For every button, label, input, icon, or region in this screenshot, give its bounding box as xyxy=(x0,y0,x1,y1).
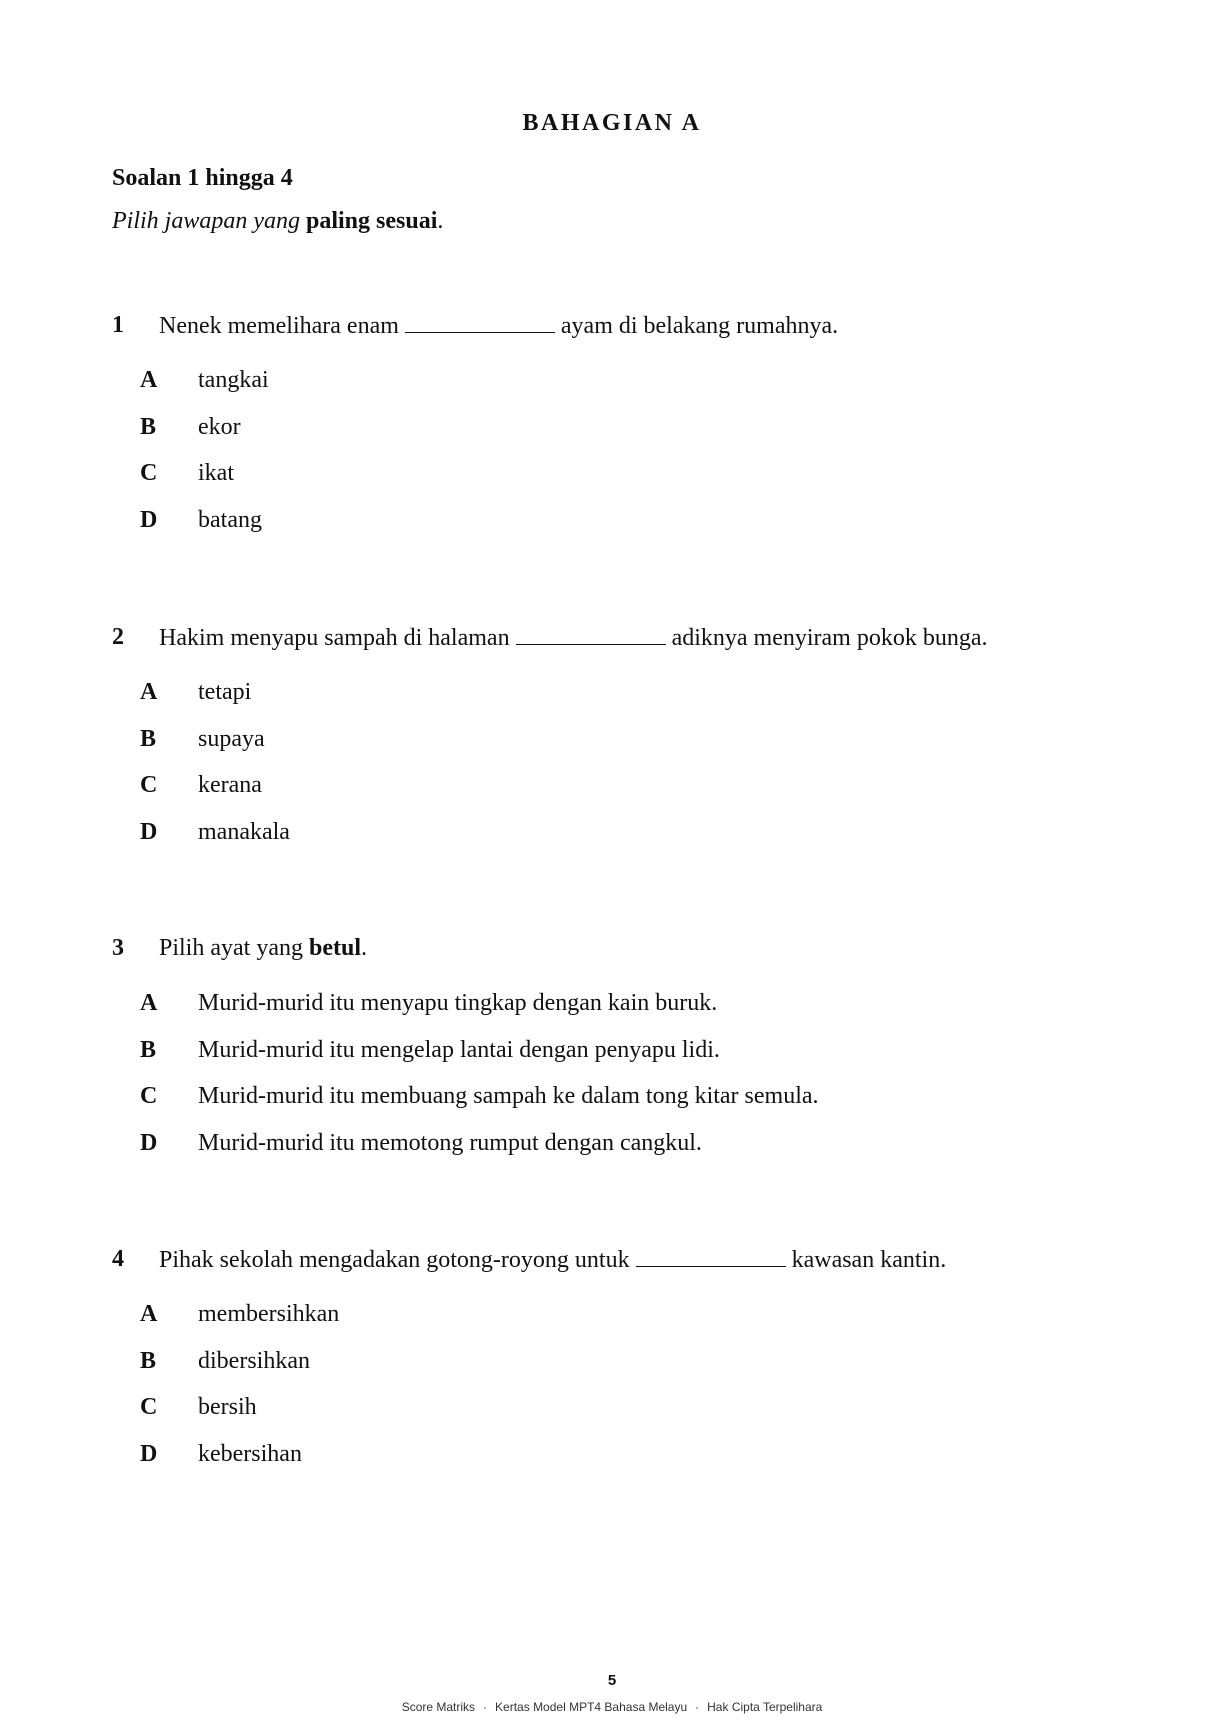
answer-blank xyxy=(516,622,666,645)
option-letter: C xyxy=(140,1394,158,1420)
instruction-italic: Pilih jawapan yang xyxy=(112,208,300,234)
option-letter: B xyxy=(140,1036,157,1063)
option-text: kerana xyxy=(198,772,262,798)
question-range: Soalan 1 hingga 4 xyxy=(112,165,293,191)
option-letter: C xyxy=(140,772,158,798)
option-letter: D xyxy=(140,1440,158,1467)
footer-credits xyxy=(0,1700,1224,1714)
option-text: Murid-murid itu mengelap lantai dengan penyapu lidi. xyxy=(198,1036,720,1063)
page-number: 5 xyxy=(607,1672,617,1689)
option-text: bersih xyxy=(198,1394,257,1420)
footer-paper-title: Kertas Model MPT4 Bahasa Melayu xyxy=(495,1700,688,1714)
option-text: Murid-murid itu memotong rumput dengan cangkul. xyxy=(198,1129,702,1156)
option-text: membersihkan xyxy=(198,1301,340,1327)
option-letter: B xyxy=(140,725,157,752)
stem-before: Nenek memelihara enam xyxy=(159,313,399,339)
answer-blank xyxy=(405,310,555,333)
option-letter: C xyxy=(140,1083,158,1109)
stem-after: adiknya menyiram pokok bunga. xyxy=(671,625,988,651)
stem-after: ayam di belakang rumahnya. xyxy=(560,313,839,339)
question-number: 3 xyxy=(112,935,124,961)
question-text xyxy=(159,1244,946,1275)
question-stem xyxy=(112,933,1112,963)
option-text: dibersihkan xyxy=(198,1347,310,1374)
section-title: BAHAGIAN A xyxy=(522,110,702,136)
option-text: supaya xyxy=(198,725,265,752)
option-text: Murid-murid itu menyapu tingkap dengan kain buruk. xyxy=(198,990,718,1016)
question-1 xyxy=(112,310,1112,533)
option-text: batang xyxy=(198,506,262,533)
option-letter: D xyxy=(140,506,158,533)
instruction xyxy=(112,208,443,235)
question-3 xyxy=(112,933,1112,1156)
instruction-end: . xyxy=(437,208,444,234)
stem-before: Pilih ayat yang xyxy=(159,935,303,961)
answer-blank xyxy=(636,1244,786,1267)
stem-before: Hakim menyapu sampah di halaman xyxy=(159,625,510,651)
option-letter: A xyxy=(140,990,158,1016)
question-stem xyxy=(112,622,1112,652)
footer-separator: · xyxy=(483,1700,488,1714)
stem-bold: betul xyxy=(308,935,361,961)
question-text xyxy=(159,310,838,341)
question-number: 1 xyxy=(112,312,124,338)
option-text: manakala xyxy=(198,818,290,845)
option-text: tangkai xyxy=(198,367,269,393)
option-text: Murid-murid itu membuang sampah ke dalam tong kitar semula. xyxy=(198,1083,819,1109)
stem-before: Pihak sekolah mengadakan gotong-royong untuk xyxy=(159,1247,630,1273)
question-2 xyxy=(112,622,1112,845)
option-letter: A xyxy=(140,679,158,705)
option-letter: C xyxy=(140,460,158,486)
footer-publisher: Score Matriks xyxy=(401,1700,476,1714)
question-number: 2 xyxy=(112,624,124,650)
question-number: 4 xyxy=(112,1246,124,1272)
question-text xyxy=(159,933,367,963)
option-letter: B xyxy=(140,413,157,440)
option-text: tetapi xyxy=(198,679,252,705)
stem-after: kawasan kantin. xyxy=(791,1247,947,1273)
instruction-bold: paling sesuai xyxy=(306,208,438,234)
option-letter: B xyxy=(140,1347,157,1374)
option-letter: A xyxy=(140,367,158,393)
option-text: kebersihan xyxy=(198,1440,302,1467)
question-stem xyxy=(112,1244,1112,1274)
option-letter: D xyxy=(140,1129,158,1156)
footer-copyright: Hak Cipta Terpelihara xyxy=(707,1700,823,1714)
question-stem xyxy=(112,310,1112,340)
question-text xyxy=(159,622,988,653)
stem-after: . xyxy=(361,935,367,961)
question-4 xyxy=(112,1244,1112,1467)
option-text: ekor xyxy=(198,413,241,440)
option-letter: D xyxy=(140,818,158,845)
footer-separator: · xyxy=(695,1700,700,1714)
option-text: ikat xyxy=(198,460,234,486)
option-letter: A xyxy=(140,1301,158,1327)
